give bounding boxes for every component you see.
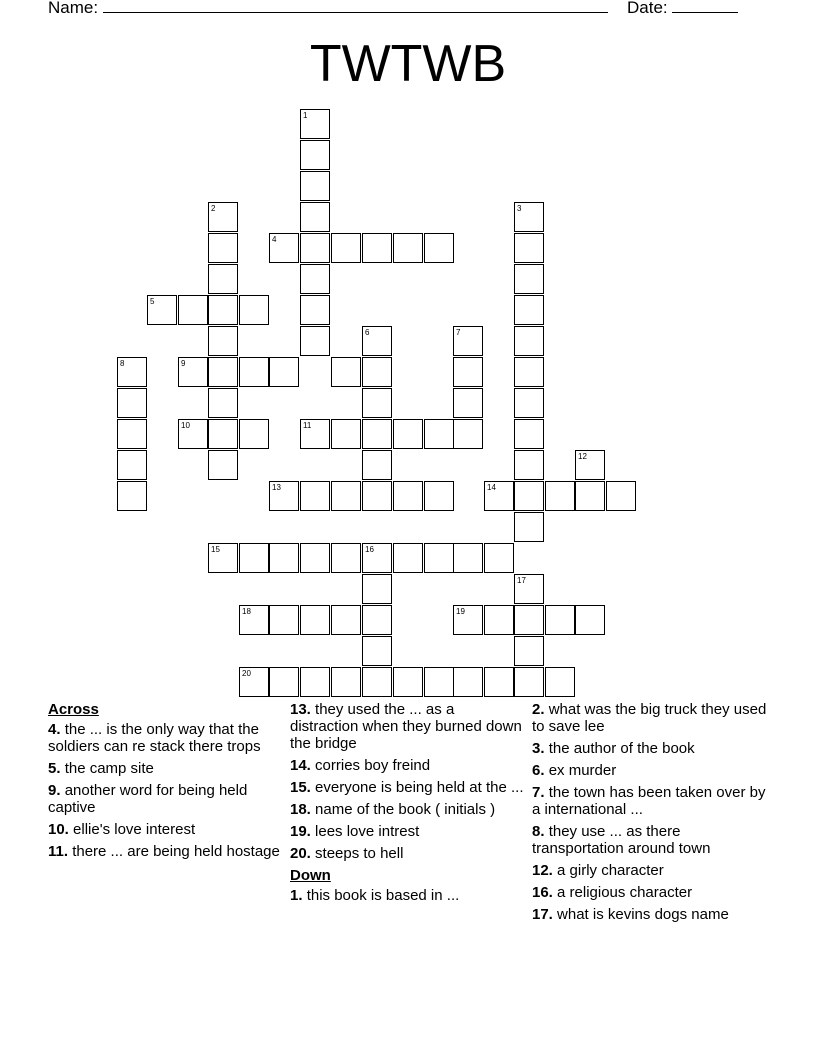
clue-text: the author of the book	[548, 740, 695, 757]
grid-cell[interactable]	[117, 450, 147, 480]
clue-text: a religious character	[557, 884, 693, 901]
grid-cell[interactable]	[514, 202, 544, 232]
clue-num: 15.	[290, 779, 311, 796]
grid-cell[interactable]	[453, 419, 483, 449]
clue-text: what is kevins dogs name	[557, 906, 729, 923]
clue-num: 3.	[532, 740, 545, 757]
grid-cell[interactable]	[514, 450, 544, 480]
clue-number: 14	[487, 483, 496, 492]
across-clue	[290, 801, 525, 818]
clue-text: the camp site	[64, 760, 154, 777]
grid-cell[interactable]	[514, 419, 544, 449]
clue-text: steeps to hell	[315, 845, 404, 862]
down-clue	[532, 884, 767, 901]
clue-number: 6	[365, 328, 370, 337]
grid-cell[interactable]	[362, 481, 392, 511]
clue-num: 20.	[290, 845, 311, 862]
grid-cell[interactable]	[300, 667, 330, 697]
clue-number: 4	[272, 235, 277, 244]
grid-cell[interactable]	[208, 326, 238, 356]
date-label: Date:	[627, 0, 668, 17]
grid-cell[interactable]	[239, 295, 269, 325]
clue-num: 9.	[48, 782, 61, 799]
grid-cell[interactable]	[269, 543, 299, 573]
down-clue	[290, 887, 525, 904]
clue-text: another word for being held captive	[48, 782, 248, 816]
clue-text: a girly character	[557, 862, 664, 879]
clue-number: 19	[456, 607, 465, 616]
name-label: Name:	[48, 0, 99, 17]
grid-cell[interactable]	[362, 388, 392, 418]
grid-cell[interactable]	[484, 543, 514, 573]
grid-cell[interactable]	[545, 605, 575, 635]
clue-text: they used the ... as a distraction when they burned down the bridge	[290, 701, 522, 752]
clue-text: there ... are being held hostage	[72, 843, 280, 860]
grid-cell[interactable]	[300, 326, 330, 356]
grid-cell[interactable]	[514, 388, 544, 418]
clue-text: lees love intrest	[315, 823, 420, 840]
grid-cell[interactable]	[484, 481, 514, 511]
grid-cell[interactable]	[208, 264, 238, 294]
clue-text: the town has been taken over by a international ...	[532, 784, 766, 818]
grid-cell[interactable]	[514, 295, 544, 325]
grid-cell[interactable]	[393, 233, 423, 263]
clue-num: 6.	[532, 762, 545, 779]
grid-cell[interactable]	[300, 171, 330, 201]
grid-cell[interactable]	[331, 667, 361, 697]
clue-number: 17	[517, 576, 526, 585]
clue-text: everyone is being held at the ...	[315, 779, 524, 796]
grid-cell[interactable]	[362, 636, 392, 666]
grid-cell[interactable]	[269, 233, 299, 263]
clue-number: 3	[517, 204, 522, 213]
clue-text: what was the big truck they used to save lee	[532, 701, 767, 735]
grid-cell[interactable]	[484, 605, 514, 635]
grid-cell[interactable]	[453, 605, 483, 635]
clue-num: 18.	[290, 801, 311, 818]
grid-cell[interactable]	[453, 357, 483, 387]
clue-number: 7	[456, 328, 461, 337]
grid-cell[interactable]	[606, 481, 636, 511]
clue-number: 1	[303, 111, 308, 120]
clue-num: 8.	[532, 823, 545, 840]
across-clue	[290, 845, 525, 862]
grid-cell[interactable]	[117, 388, 147, 418]
clue-column-3	[532, 701, 767, 928]
across-clue	[48, 782, 283, 816]
grid-cell[interactable]	[331, 357, 361, 387]
clue-number: 18	[242, 607, 251, 616]
grid-cell[interactable]	[208, 543, 238, 573]
grid-cell[interactable]	[239, 667, 269, 697]
grid-cell[interactable]	[208, 388, 238, 418]
across-clue	[290, 757, 525, 774]
clue-text: this book is based in ...	[306, 887, 460, 904]
across-clue	[290, 823, 525, 840]
grid-cell[interactable]	[453, 543, 483, 573]
grid-cell[interactable]	[300, 419, 330, 449]
clue-text: corries boy freind	[315, 757, 431, 774]
grid-cell[interactable]	[208, 233, 238, 263]
grid-cell[interactable]	[453, 388, 483, 418]
grid-cell[interactable]	[300, 140, 330, 170]
grid-cell[interactable]	[424, 667, 454, 697]
grid-cell[interactable]	[269, 481, 299, 511]
grid-cell[interactable]	[453, 667, 483, 697]
clue-number: 16	[365, 545, 374, 554]
clue-number: 5	[150, 297, 155, 306]
clue-num: 2.	[532, 701, 545, 718]
clue-num: 4.	[48, 721, 61, 738]
grid-cell[interactable]	[269, 605, 299, 635]
grid-cell[interactable]	[362, 667, 392, 697]
grid-cell[interactable]	[178, 357, 208, 387]
clue-text: ellie's love interest	[73, 821, 196, 838]
clue-num: 19.	[290, 823, 311, 840]
grid-cell[interactable]	[331, 419, 361, 449]
clue-num: 13.	[290, 701, 311, 718]
clue-num: 12.	[532, 862, 553, 879]
grid-cell[interactable]	[239, 419, 269, 449]
clue-number: 2	[211, 204, 216, 213]
grid-cell[interactable]	[514, 667, 544, 697]
grid-cell[interactable]	[208, 450, 238, 480]
grid-cell[interactable]	[239, 543, 269, 573]
grid-cell[interactable]	[575, 605, 605, 635]
clue-text: they use ... as there transportation around town	[532, 823, 711, 857]
clue-column-2	[290, 701, 525, 909]
down-clue	[532, 701, 767, 735]
grid-cell[interactable]	[393, 543, 423, 573]
grid-cell[interactable]	[239, 357, 269, 387]
grid-cell[interactable]	[300, 264, 330, 294]
grid-cell[interactable]	[575, 450, 605, 480]
down-clue	[532, 862, 767, 879]
grid-cell[interactable]	[514, 326, 544, 356]
grid-cell[interactable]	[545, 481, 575, 511]
across-clue	[48, 721, 283, 755]
grid-cell[interactable]	[117, 419, 147, 449]
across-clue	[48, 821, 283, 838]
grid-cell[interactable]	[362, 605, 392, 635]
grid-cell[interactable]	[362, 357, 392, 387]
clue-num: 5.	[48, 760, 61, 777]
grid-cell[interactable]	[117, 357, 147, 387]
grid-cell[interactable]	[514, 574, 544, 604]
clue-num: 17.	[532, 906, 553, 923]
grid-cell[interactable]	[514, 481, 544, 511]
grid-cell[interactable]	[300, 481, 330, 511]
grid-cell[interactable]	[269, 357, 299, 387]
across-clue	[48, 760, 283, 777]
grid-cell[interactable]	[300, 202, 330, 232]
grid-cell[interactable]	[269, 667, 299, 697]
clue-number: 12	[578, 452, 587, 461]
across-clue	[290, 779, 525, 796]
grid-cell[interactable]	[393, 481, 423, 511]
grid-cell[interactable]	[362, 419, 392, 449]
grid-cell[interactable]	[514, 636, 544, 666]
grid-cell[interactable]	[239, 605, 269, 635]
clue-num: 10.	[48, 821, 69, 838]
grid-cell[interactable]	[424, 543, 454, 573]
across-clue	[48, 843, 283, 860]
grid-cell[interactable]	[514, 357, 544, 387]
grid-cell[interactable]	[362, 450, 392, 480]
grid-cell[interactable]	[362, 233, 392, 263]
grid-cell[interactable]	[331, 605, 361, 635]
grid-cell[interactable]	[514, 233, 544, 263]
grid-cell[interactable]	[362, 326, 392, 356]
grid-cell[interactable]	[117, 481, 147, 511]
clue-number: 20	[242, 669, 251, 678]
down-clue	[532, 762, 767, 779]
clue-number: 11	[303, 421, 312, 430]
clue-number: 9	[181, 359, 186, 368]
grid-cell[interactable]	[331, 481, 361, 511]
grid-cell[interactable]	[545, 667, 575, 697]
grid-cell[interactable]	[208, 357, 238, 387]
grid-cell[interactable]	[300, 605, 330, 635]
grid-cell[interactable]	[300, 295, 330, 325]
clue-number: 13	[272, 483, 281, 492]
grid-cell[interactable]	[424, 481, 454, 511]
grid-cell[interactable]	[362, 574, 392, 604]
clue-num: 7.	[532, 784, 545, 801]
down-heading: Down	[290, 867, 331, 884]
grid-cell[interactable]	[424, 419, 454, 449]
grid-cell[interactable]	[300, 233, 330, 263]
clue-number: 10	[181, 421, 190, 430]
down-clue	[532, 906, 767, 923]
down-clue	[532, 740, 767, 757]
grid-cell[interactable]	[484, 667, 514, 697]
grid-cell[interactable]	[208, 295, 238, 325]
grid-cell[interactable]	[300, 543, 330, 573]
grid-cell[interactable]	[208, 202, 238, 232]
clue-text: name of the book ( initials )	[315, 801, 496, 818]
grid-cell[interactable]	[514, 512, 544, 542]
grid-cell[interactable]	[362, 543, 392, 573]
grid-cell[interactable]	[514, 264, 544, 294]
clue-text: the ... is the only way that the soldiers can re stack there trops	[48, 721, 261, 755]
clue-num: 14.	[290, 757, 311, 774]
grid-cell[interactable]	[514, 605, 544, 635]
clue-number: 8	[120, 359, 125, 368]
grid-cell[interactable]	[178, 419, 208, 449]
grid-cell[interactable]	[331, 543, 361, 573]
across-heading: Across	[48, 701, 99, 718]
grid-cell[interactable]	[453, 326, 483, 356]
clue-num: 16.	[532, 884, 553, 901]
grid-cell[interactable]	[393, 667, 423, 697]
clue-num: 1.	[290, 887, 303, 904]
grid-cell[interactable]	[147, 295, 177, 325]
across-clue	[290, 701, 525, 752]
grid-cell[interactable]	[424, 233, 454, 263]
grid-cell[interactable]	[393, 419, 423, 449]
grid-cell[interactable]	[208, 419, 238, 449]
grid-cell[interactable]	[331, 233, 361, 263]
grid-cell[interactable]	[300, 109, 330, 139]
grid-cell[interactable]	[178, 295, 208, 325]
down-clue	[532, 784, 767, 818]
clue-num: 11.	[48, 843, 69, 860]
clue-column-1	[48, 701, 283, 865]
puzzle-title: TWTWB	[309, 35, 507, 93]
down-clue	[532, 823, 767, 857]
clue-number: 15	[211, 545, 220, 554]
grid-cell[interactable]	[575, 481, 605, 511]
clue-text: ex murder	[548, 762, 617, 779]
